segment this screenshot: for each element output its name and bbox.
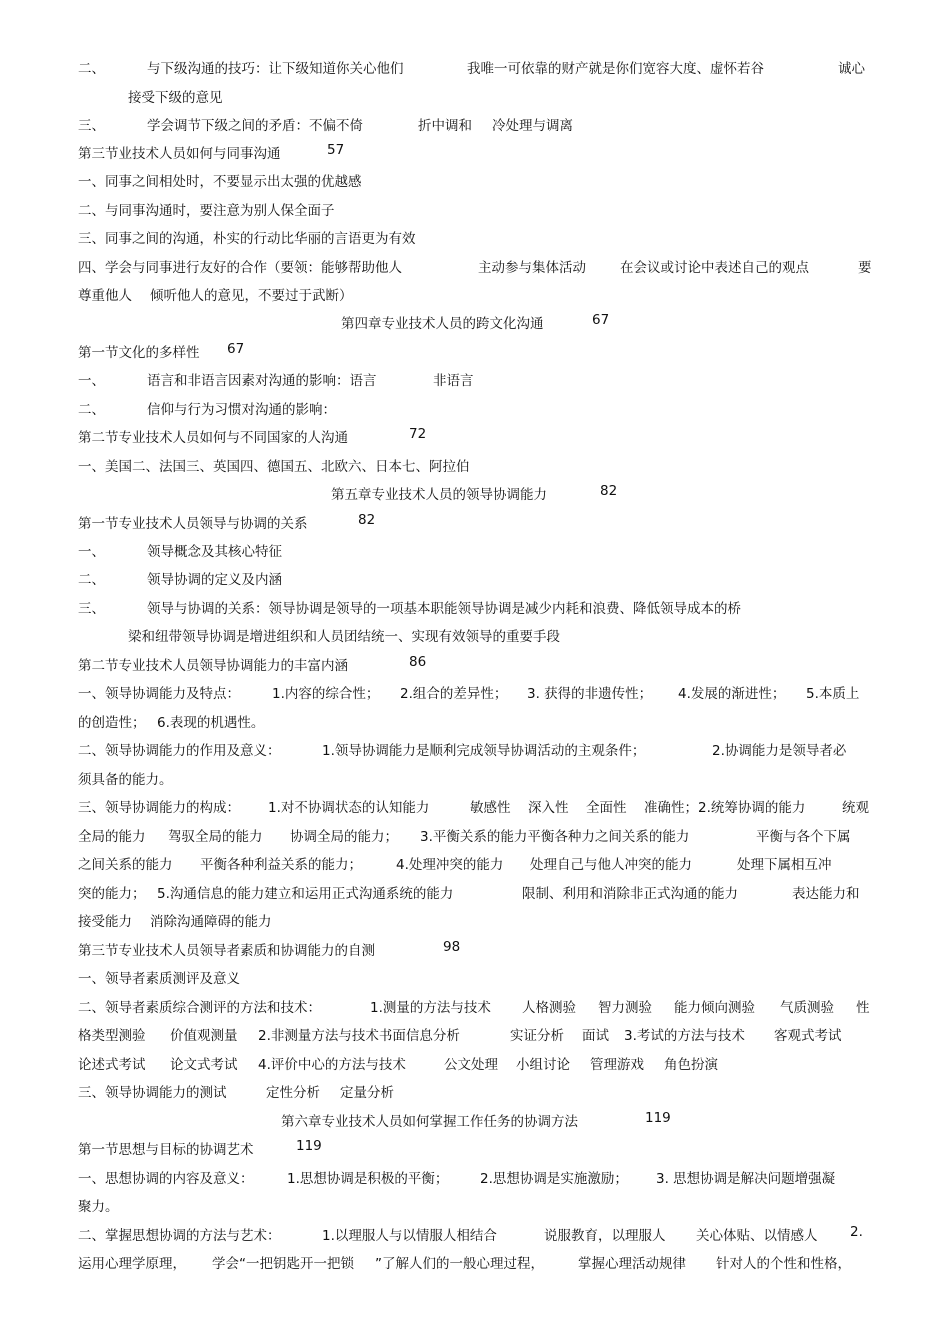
text-segment: 一、美国二、法国三、英国四、德国五、北欧六、日本七、阿拉伯 — [78, 459, 470, 475]
text-segment: 之间关系的能力 — [78, 857, 173, 873]
text-segment: 公文处理 — [444, 1057, 498, 1073]
text-segment: 非语言 — [433, 373, 474, 389]
text-segment: 57 — [327, 142, 345, 158]
text-segment: 72 — [409, 426, 427, 442]
text-segment: 4.评价中心的方法与技术 — [258, 1057, 406, 1073]
text-segment: 119 — [296, 1138, 322, 1154]
text-segment: 智力测验 — [598, 1000, 652, 1016]
text-segment: 2.协调能力是领导者必 — [712, 743, 847, 759]
text-segment: 4.发展的渐进性； — [678, 686, 786, 702]
text-segment: 深入性 — [528, 800, 569, 816]
text-segment: 说服教育，以理服人 — [544, 1228, 666, 1244]
text-segment: 梁和纽带领导协调是增进组织和人员团结统一、实现有效领导的重要手段 — [128, 629, 560, 645]
text-segment: 在会议或讨论中表述自己的观点 — [620, 260, 809, 276]
text-segment: 三、领导协调能力的测试 — [78, 1085, 227, 1101]
text-segment: 一、 — [78, 373, 105, 389]
text-segment: 1.测量的方法与技术 — [370, 1000, 491, 1016]
text-segment: 驾驭全局的能力 — [168, 829, 263, 845]
text-segment: 98 — [443, 939, 461, 955]
text-segment: 全局的能力 — [78, 829, 146, 845]
text-segment: 第二节专业技术人员如何与不同国家的人沟通 — [78, 430, 348, 446]
text-segment: 2.组合的差异性； — [400, 686, 508, 702]
text-segment: ”了解人们的一般心理过程， — [375, 1256, 544, 1272]
text-segment: 针对人的个性和性格， — [716, 1256, 851, 1272]
text-segment: 119 — [645, 1110, 671, 1126]
text-segment: 尊重他人 — [78, 288, 132, 304]
text-segment: 全面性 — [586, 800, 627, 816]
text-segment: 67 — [227, 341, 245, 357]
text-segment: 第一节思想与目标的协调艺术 — [78, 1142, 254, 1158]
text-segment: 处理自己与他人冲突的能力 — [530, 857, 692, 873]
text-segment: 角色扮演 — [664, 1057, 718, 1073]
text-segment: 价值观测量 — [170, 1028, 238, 1044]
text-segment: 5.本质上 — [806, 686, 860, 702]
text-segment: 3. 思想协调是解决问题增强凝 — [656, 1171, 836, 1187]
text-segment: 倾听他人的意见，不要过于武断） — [150, 288, 353, 304]
text-segment: 一、思想协调的内容及意义： — [78, 1171, 254, 1187]
text-segment: 3. 获得的非遗传性； — [527, 686, 653, 702]
text-segment: 平衡与各个下属 — [756, 829, 851, 845]
text-segment: 我唯一可依靠的财产就是你们宽容大度、虚怀若谷 — [467, 61, 764, 77]
text-segment: 消除沟通障碍的能力 — [150, 914, 272, 930]
text-segment: 平衡各种利益关系的能力； — [200, 857, 362, 873]
text-segment: 2. — [850, 1224, 863, 1240]
text-segment: 二、领导协调能力的作用及意义： — [78, 743, 281, 759]
text-segment: 6.表现的机遇性。 — [157, 715, 265, 731]
text-segment: 第一节文化的多样性 — [78, 345, 200, 361]
text-segment: 人格测验 — [522, 1000, 576, 1016]
text-segment: 二、掌握思想协调的方法与艺术： — [78, 1228, 281, 1244]
text-segment: 限制、利用和消除非正式沟通的能力 — [522, 886, 738, 902]
text-segment: 语言和非语言因素对沟通的影响：语言 — [147, 373, 377, 389]
text-segment: 客观式考试 — [774, 1028, 842, 1044]
text-segment: 学会调节下级之间的矛盾：不偏不倚 — [147, 118, 363, 134]
text-segment: 三、 — [78, 118, 105, 134]
text-segment: 82 — [600, 483, 618, 499]
text-segment: 第三节业技术人员如何与同事沟通 — [78, 146, 281, 162]
text-segment: 表达能力和 — [792, 886, 860, 902]
text-segment: 定性分析 — [266, 1085, 320, 1101]
text-segment: 三、领导协调能力的构成： — [78, 800, 240, 816]
text-segment: 3.考试的方法与技术 — [624, 1028, 745, 1044]
text-segment: 准确性；2.统筹协调的能力 — [644, 800, 806, 816]
text-segment: 协调全局的能力； — [290, 829, 398, 845]
text-segment: 一、 — [78, 544, 105, 560]
text-segment: 三、 — [78, 601, 105, 617]
text-segment: 4.处理冲突的能力 — [396, 857, 504, 873]
text-segment: 2.非测量方法与技术书面信息分析 — [258, 1028, 460, 1044]
text-segment: 主动参与集体活动 — [478, 260, 586, 276]
text-segment: 能力倾向测验 — [674, 1000, 755, 1016]
text-segment: 处理下属相互冲 — [737, 857, 832, 873]
text-segment: 论文式考试 — [170, 1057, 238, 1073]
text-segment: 实证分析 — [510, 1028, 564, 1044]
text-segment: 敏感性 — [470, 800, 511, 816]
text-segment: 管理游戏 — [590, 1057, 644, 1073]
text-segment: 接受能力 — [78, 914, 132, 930]
text-segment: 第二节专业技术人员领导协调能力的丰富内涵 — [78, 658, 348, 674]
text-segment: 5.沟通信息的能力建立和运用正式沟通系统的能力 — [157, 886, 454, 902]
text-segment: 一、领导者素质测评及意义 — [78, 971, 240, 987]
text-segment: 领导协调的定义及内涵 — [147, 572, 282, 588]
text-segment: 关心体贴、以情感人 — [696, 1228, 818, 1244]
text-segment: 67 — [592, 312, 610, 328]
text-segment: 四、学会与同事进行友好的合作（要领：能够帮助他人 — [78, 260, 402, 276]
text-segment: 三、同事之间的沟通，朴实的行动比华丽的言语更为有效 — [78, 231, 416, 247]
text-segment: 1.思想协调是积极的平衡； — [287, 1171, 449, 1187]
text-segment: 突的能力； — [78, 886, 146, 902]
text-segment: 学会“一把钥匙开一把锁 — [212, 1256, 354, 1272]
text-segment: 1.领导协调能力是顺利完成领导协调活动的主观条件； — [322, 743, 646, 759]
text-segment: 格类型测验 — [78, 1028, 146, 1044]
text-segment: 运用心理学原理， — [78, 1256, 186, 1272]
text-segment: 须具备的能力。 — [78, 772, 173, 788]
text-segment: 1.以理服人与以情服人相结合 — [322, 1228, 497, 1244]
text-segment: 第三节专业技术人员领导者素质和协调能力的自测 — [78, 943, 375, 959]
text-segment: 第六章专业技术人员如何掌握工作任务的协调方法 — [281, 1114, 578, 1130]
text-segment: 统观 — [842, 800, 869, 816]
text-segment: 小组讨论 — [516, 1057, 570, 1073]
text-segment: 86 — [409, 654, 427, 670]
text-segment: 冷处理与调离 — [492, 118, 573, 134]
text-segment: 的创造性； — [78, 715, 146, 731]
text-segment: 领导概念及其核心特征 — [147, 544, 282, 560]
text-segment: 二、领导者素质综合测评的方法和技术： — [78, 1000, 321, 1016]
text-segment: 第四章专业技术人员的跨文化沟通 — [341, 316, 544, 332]
text-segment: 二、 — [78, 572, 105, 588]
text-segment: 82 — [358, 512, 376, 528]
text-segment: 1.内容的综合性； — [272, 686, 380, 702]
text-segment: 面试 — [582, 1028, 609, 1044]
text-segment: 信仰与行为习惯对沟通的影响： — [147, 402, 336, 418]
text-segment: 2.思想协调是实施激励； — [480, 1171, 628, 1187]
text-segment: 二、与同事沟通时，要注意为别人保全面子 — [78, 203, 335, 219]
text-segment: 接受下级的意见 — [128, 90, 223, 106]
text-segment: 二、 — [78, 402, 105, 418]
text-segment: 要 — [858, 260, 872, 276]
text-segment: 聚力。 — [78, 1199, 119, 1215]
text-segment: 3.平衡关系的能力平衡各种力之间关系的能力 — [420, 829, 690, 845]
text-segment: 与下级沟通的技巧：让下级知道你关心他们 — [147, 61, 404, 77]
text-segment: 论述式考试 — [78, 1057, 146, 1073]
text-segment: 第一节专业技术人员领导与协调的关系 — [78, 516, 308, 532]
text-segment: 气质测验 — [780, 1000, 834, 1016]
text-segment: 一、领导协调能力及特点： — [78, 686, 240, 702]
text-segment: 二、 — [78, 61, 105, 77]
text-segment: 定量分析 — [340, 1085, 394, 1101]
text-segment: 折中调和 — [418, 118, 472, 134]
text-segment: 性 — [856, 1000, 870, 1016]
text-segment: 1.对不协调状态的认知能力 — [268, 800, 430, 816]
text-segment: 掌握心理活动规律 — [578, 1256, 686, 1272]
text-segment: 领导与协调的关系：领导协调是领导的一项基本职能领导协调是减少内耗和浪费、降低领导成本的桥 — [147, 601, 741, 617]
text-segment: 一、同事之间相处时，不要显示出太强的优越感 — [78, 174, 362, 190]
text-segment: 诚心 — [838, 61, 865, 77]
text-segment: 第五章专业技术人员的领导协调能力 — [331, 487, 547, 503]
